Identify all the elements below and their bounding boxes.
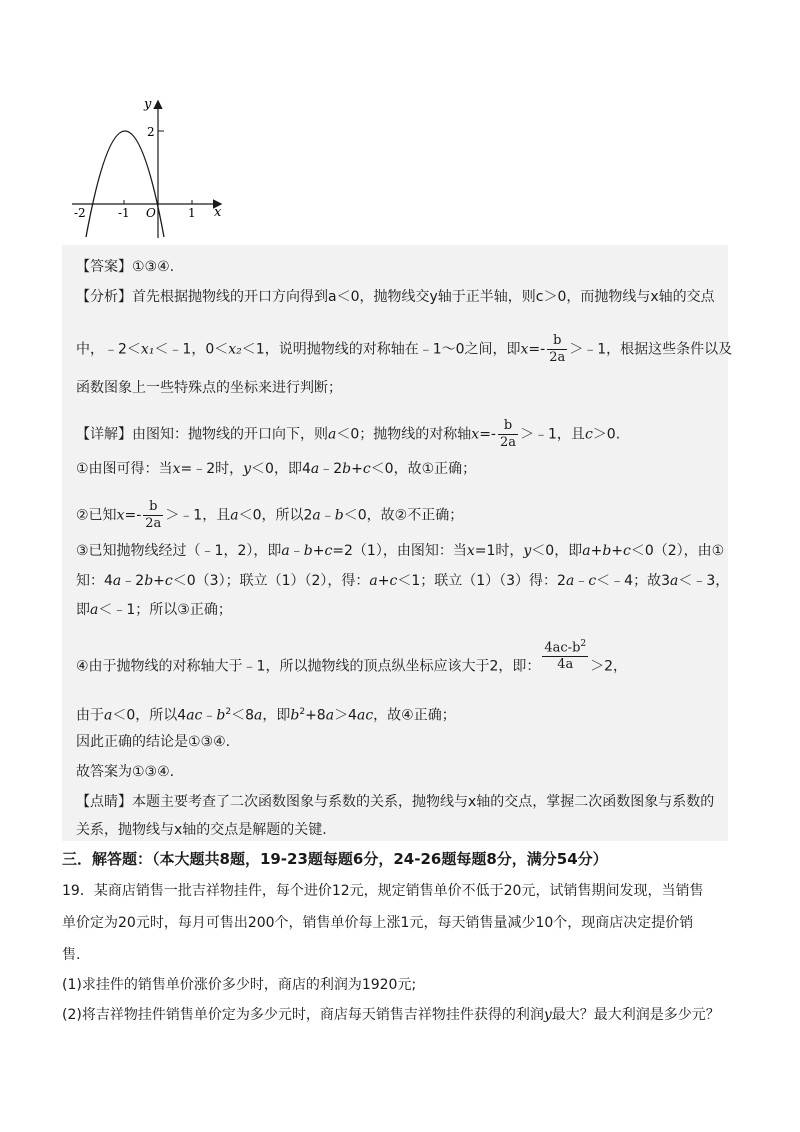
section-heading: 三．解答题：（本大题共8题，19-23题每题6分，24-26题每题8分，满分54分） bbox=[62, 850, 608, 868]
fraction: $\frac{b}{2a}$ bbox=[145, 499, 162, 531]
parabola-curve bbox=[86, 131, 164, 237]
tick-label-1: 1 bbox=[188, 206, 196, 220]
x-axis-label: x bbox=[214, 205, 222, 220]
tick-label-2: 2 bbox=[147, 125, 155, 139]
detail-line-5: 知：4a﹣2b+c＜0（3）；联立（1）（2），得：a+c＜1；联立（1）（3）得：2a﹣c＜﹣4；故3a＜﹣3， bbox=[76, 573, 730, 589]
detail-line-1: 【详解】由图知：抛物线的开口向下，则a＜0；抛物线的对称轴x=- $\frac{b}{2a}$ ＞﹣1，且c＞0. bbox=[76, 418, 621, 450]
detail-line-8: 由于a＜0，所以$4ac﹣b^2<8a$，即$b^2+8a>4ac$，故④正确； bbox=[76, 707, 456, 724]
comment-line-1: 【点睛】本题主要考查了二次函数图象与系数的关系，抛物线与x轴的交点，掌握二次函数图象与系数的 bbox=[76, 794, 715, 810]
question-19-line-3: 售. bbox=[62, 947, 81, 963]
question-19-part-1: (1)求挂件的销售单价涨价多少时，商店的利润为1920元; bbox=[62, 977, 417, 993]
origin-label: O bbox=[146, 206, 156, 220]
parabola-graph bbox=[68, 92, 228, 242]
fraction: $\frac{b}{2a}$ bbox=[499, 418, 517, 450]
analysis-line-1: 【分析】首先根据抛物线的开口方向得到a＜0，抛物线交y轴于正半轴，则c＞0，而抛物线与x轴的交点 bbox=[76, 289, 715, 305]
detail-line-9: 因此正确的结论是①③④. bbox=[76, 734, 231, 750]
comment-line-2: 关系，抛物线与x轴的交点是解题的关键. bbox=[76, 822, 327, 838]
question-19-line-2: 单价定为20元时，每月可售出200个，销售单价每上涨1元，每天销售量减少10个，现商店决定提价销 bbox=[62, 915, 694, 931]
detail-line-4: ③已知抛物线经过（﹣1，2），即a﹣b+c=2（1），由图知：当x=1时，y＜0，即a+b+c＜0（2），由① bbox=[76, 543, 725, 559]
answer-line: 【答案】①③④. bbox=[76, 259, 175, 275]
question-19-part-2: (2)将吉祥物挂件销售单价定为多少元时，商店每天销售吉祥物挂件获得的利润y最大？最大利润是多少元？ bbox=[62, 1007, 720, 1023]
detail-line-7: ④由于抛物线的对称轴大于﹣1，所以抛物线的顶点纵坐标应该大于2，即： $\frac{4ac-b^2}{4a}$ ＞2， bbox=[76, 648, 627, 685]
detail-line-3: ②已知x=- $\frac{b}{2a}$ ＞﹣1，且a＜0，所以2a﹣b＜0，故②不正确； bbox=[76, 499, 464, 531]
analysis-line-3: 函数图象上一些特殊点的坐标来进行判断； bbox=[76, 380, 342, 396]
detail-line-6: 即a＜﹣1；所以③正确； bbox=[76, 602, 232, 618]
fraction: $\frac{b}{2a}$ bbox=[549, 333, 566, 365]
detail-line-10: 故答案为①③④. bbox=[76, 764, 175, 780]
question-19-line-1: 19．某商店销售一批吉祥物挂件，每个进价12元，规定销售单价不低于20元，试销售期间发现，当销售 bbox=[62, 883, 704, 899]
tick-label-neg2: -2 bbox=[74, 206, 86, 220]
fraction: $\frac{4ac-b^2}{4a}$ bbox=[544, 639, 587, 673]
detail-line-2: ①由图可得：当x=﹣2时，y＜0，即4a﹣2b+c＜0，故①正确； bbox=[76, 461, 477, 477]
y-axis-label: y bbox=[144, 97, 152, 112]
tick-label-neg1: -1 bbox=[118, 206, 130, 220]
analysis-line-2: 中，﹣2＜x₁＜﹣1，0＜x₂＜1，说明抛物线的对称轴在﹣1～0之间，即x=- $\frac{b}{2a}$ ＞﹣1，根据这些条件以及 bbox=[76, 333, 733, 365]
